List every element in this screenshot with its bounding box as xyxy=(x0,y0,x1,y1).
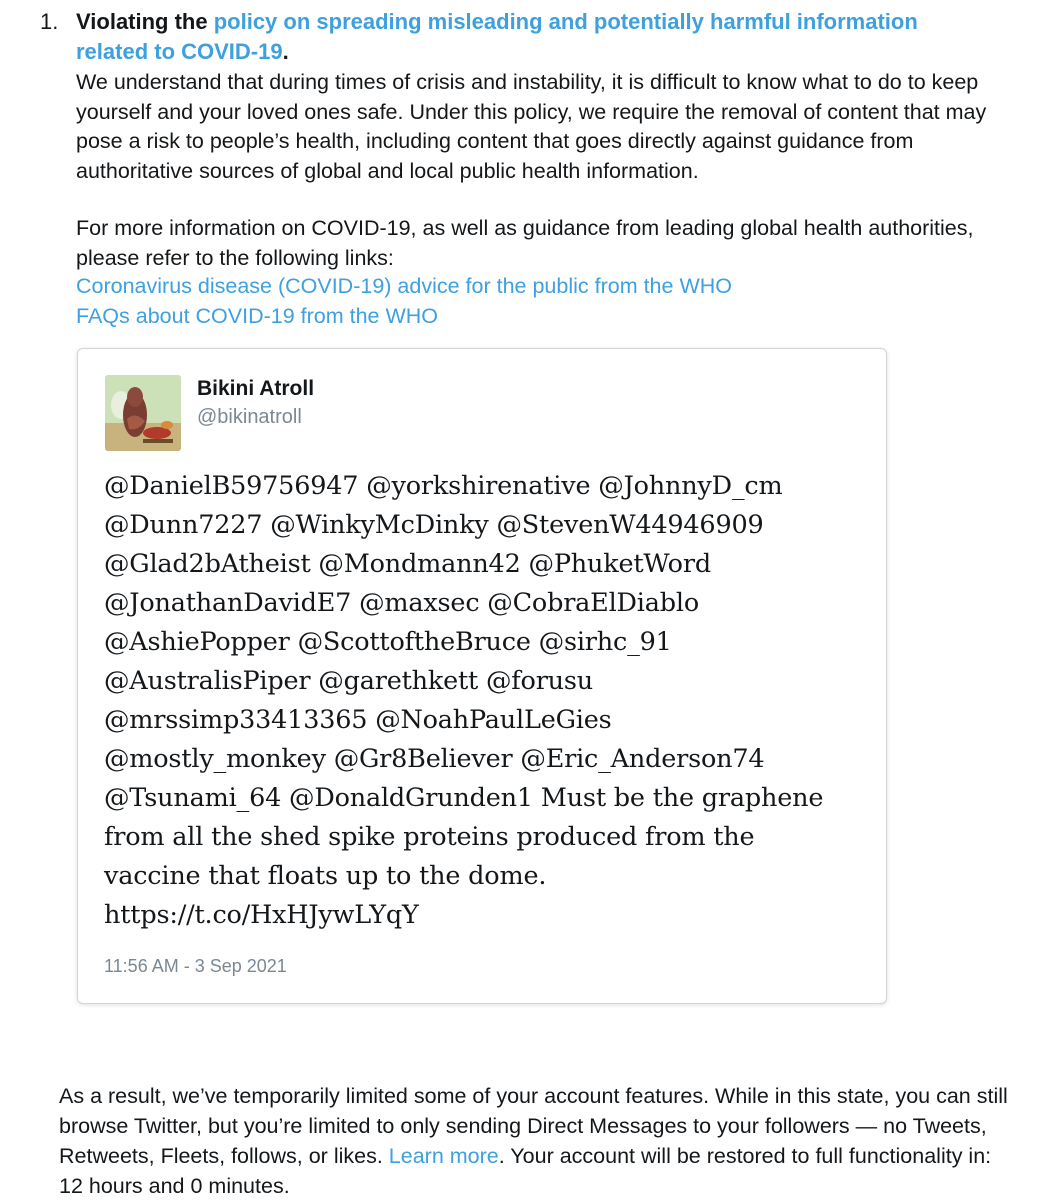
notice-text-end: . Your account will be restored to full functionality in: 12 hours and 0 minutes. xyxy=(59,1144,992,1198)
avatar[interactable] xyxy=(105,375,181,451)
who-advice-link[interactable]: Coronavirus disease (COVID-19) advice for the public from the WHO xyxy=(76,274,732,298)
tweet-text: @DanielB59756947 @yorkshirenative @JohnnyD_cm @Dunn7227 @WinkyMcDinky @StevenW44946909 @Glad2bAtheist @Mondmann42 @PhuketWord @JonathanDavidE7 @maxsec @CobraElDiablo @AshiePopper @ScottoftheBruce @sirhc_91 @AustralisPiper @garethkett @forusu @mrssimp33413365 @NoahPaulLeGies @mostly_monkey @Gr8Believer @Eric_Anderson74 @Tsunami_64 @DonaldGrunden1 Must be the graphene from all the shed spike proteins produced from the vaccine that floats up to the dome. https://t.co/HxHJywLYqY xyxy=(104,471,824,930)
more-info-text: For more information on COVID-19, as well as guidance from leading global health authorities, please refer to the following links: xyxy=(76,216,974,270)
learn-more-link[interactable]: Learn more xyxy=(388,1144,499,1168)
avatar-image xyxy=(105,375,181,451)
list-number: 1. xyxy=(40,9,59,34)
account-limited-notice xyxy=(59,1081,1019,1201)
policy-link[interactable]: policy on spreading misleading and potentially harmful information related to COVID-19 xyxy=(76,9,918,64)
heading-prefix: Violating the xyxy=(76,9,214,34)
policy-explanation: We understand that during times of crisis and instability, it is difficult to know what to do to keep yourself and your loved ones safe. Under this policy, we require the removal of content that may pose a risk to people’s health, including content that goes directly against guidance from authoritative sources of global and local public health information. xyxy=(76,70,987,183)
tweet-handle[interactable]: @bikinatroll xyxy=(197,406,302,428)
notice-text-start: As a result, we’ve temporarily limited some of your account features. While in this state, you can still browse Twitter, but you’re limited to only sending Direct Messages to your followers — no Tweets, Retweets, Fleets, follows, or likes. xyxy=(59,1084,1008,1168)
violation-heading xyxy=(76,7,976,67)
heading-suffix: . xyxy=(282,39,289,64)
who-faq-link[interactable]: FAQs about COVID-19 from the WHO xyxy=(76,304,439,328)
embedded-tweet[interactable] xyxy=(77,348,887,1004)
tweet-timestamp[interactable]: 11:56 AM - 3 Sep 2021 xyxy=(104,956,287,976)
tweet-display-name[interactable]: Bikini Atroll xyxy=(197,377,315,400)
